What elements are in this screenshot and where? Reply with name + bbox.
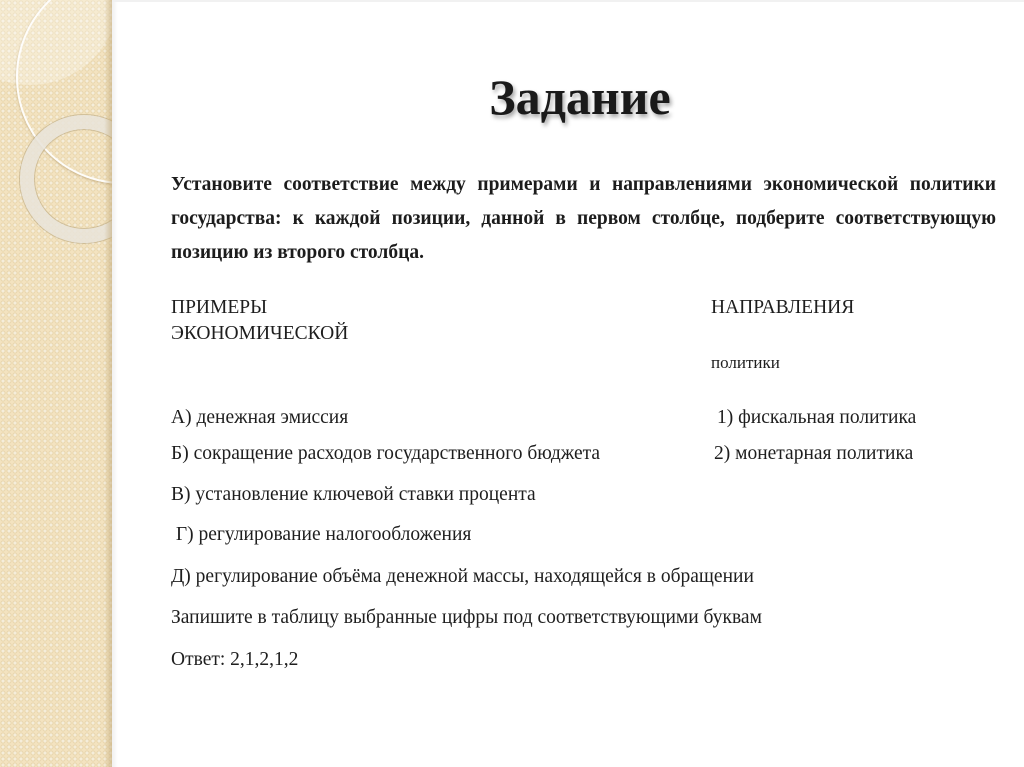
direction-item-2: 2) монетарная политика [714,443,914,464]
decorative-sidebar [0,0,112,767]
top-border [112,0,1024,2]
slide-title: Задание [489,69,671,125]
direction-item-1: 1) фискальная политика [717,407,917,428]
left-column-header-line1: ПРИМЕРЫ [171,297,268,318]
example-item-g: Г) регулирование налогообложения [171,524,472,545]
example-item-d: Д) регулирование объёма денежной массы, находящейся в обращении [171,566,754,587]
right-column-header-line1: НАПРАВЛЕНИЯ [711,297,855,318]
task-instructions: Установите соответствие между примерами и направлениями экономической политики государства: к каждой позиции, данной в первом столбце, подберите соответствующую позицию из второго столбца. [171,174,996,263]
right-column-header-line2: политики [711,353,780,372]
example-item-v: В) установление ключевой ставки процента [171,484,536,505]
left-column-header-line2: ЭКОНОМИЧЕСКОЙ [171,323,349,344]
answer-text: Ответ: 2,1,2,1,2 [171,649,299,670]
example-item-b: Б) сокращение расходов государственного бюджета [171,443,601,464]
sidebar-edge [104,0,112,767]
example-item-a: А) денежная эмиссия [171,407,349,428]
sidebar-shadow [112,0,118,767]
table-instruction: Запишите в таблицу выбранные цифры под соответствующими буквам [171,607,762,628]
